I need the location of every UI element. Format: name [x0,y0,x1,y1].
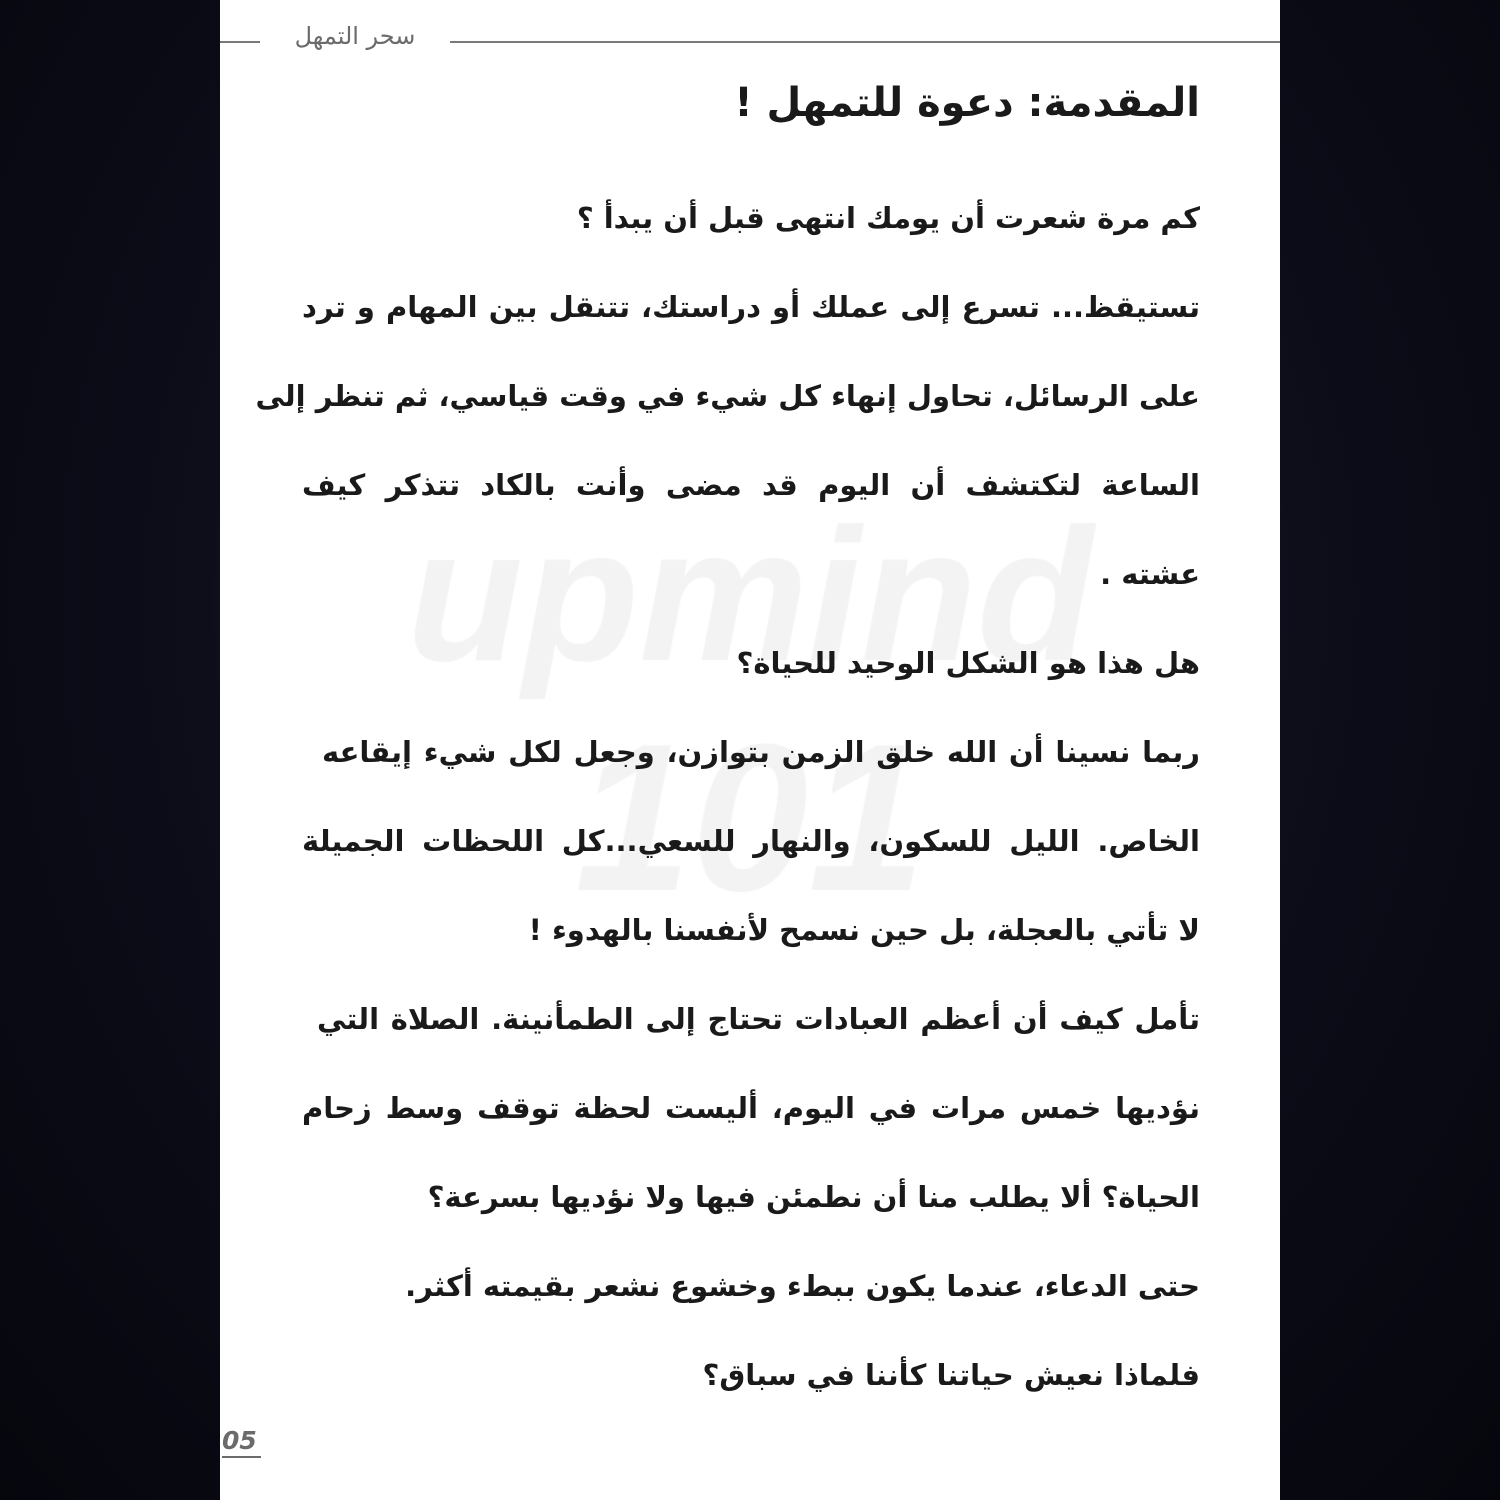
text-line: هل هذا هو الشكل الوحيد للحياة؟ [736,646,1200,680]
text-line: نؤديها خمس مرات في اليوم، أليست لحظة توقف وسط زحام [302,1091,1200,1125]
header-rule-left [220,41,260,43]
text-line: الخاص. الليل للسكون، والنهار للسعي...كل اللحظات الجميلة [302,824,1200,858]
header-rule-right [450,41,1280,43]
document-page [220,0,1280,1500]
text-line: حتى الدعاء، عندما يكون ببطء وخشوع نشعر بقيمته أكثر. [405,1269,1200,1303]
text-line: تأمل كيف أن أعظم العبادات تحتاج إلى الطمأنينة. الصلاة التي [317,1002,1200,1036]
text-line: عشته . [1100,557,1200,591]
text-line: على الرسائل، تحاول إنهاء كل شيء في وقت قياسي، ثم تنظر إلى [255,379,1200,413]
body-text [255,195,1200,1441]
text-line: ربما نسينا أن الله خلق الزمن بتوازن، وجعل لكل شيء إيقاعه [322,735,1200,769]
chapter-title: المقدمة: دعوة للتمهل ! [734,80,1200,126]
text-line: فلماذا نعيش حياتنا كأننا في سباق؟ [702,1358,1200,1392]
text-line: الحياة؟ ألا يطلب منا أن نطمئن فيها ولا نؤديها بسرعة؟ [427,1180,1200,1214]
running-title: سحر التمهل [294,22,416,50]
text-line: كم مرة شعرت أن يومك انتهى قبل أن يبدأ ؟ [576,201,1200,235]
text-line: لا تأتي بالعجلة، بل حين نسمح لأنفسنا بالهدوء ! [528,913,1200,947]
text-line: الساعة لتكتشف أن اليوم قد مضى وأنت بالكاد تتذكر كيف [302,468,1200,502]
page-number: 05 [222,1427,261,1458]
text-line: تستيقظ... تسرع إلى عملك أو دراستك، تتنقل بين المهام و ترد [302,290,1200,324]
